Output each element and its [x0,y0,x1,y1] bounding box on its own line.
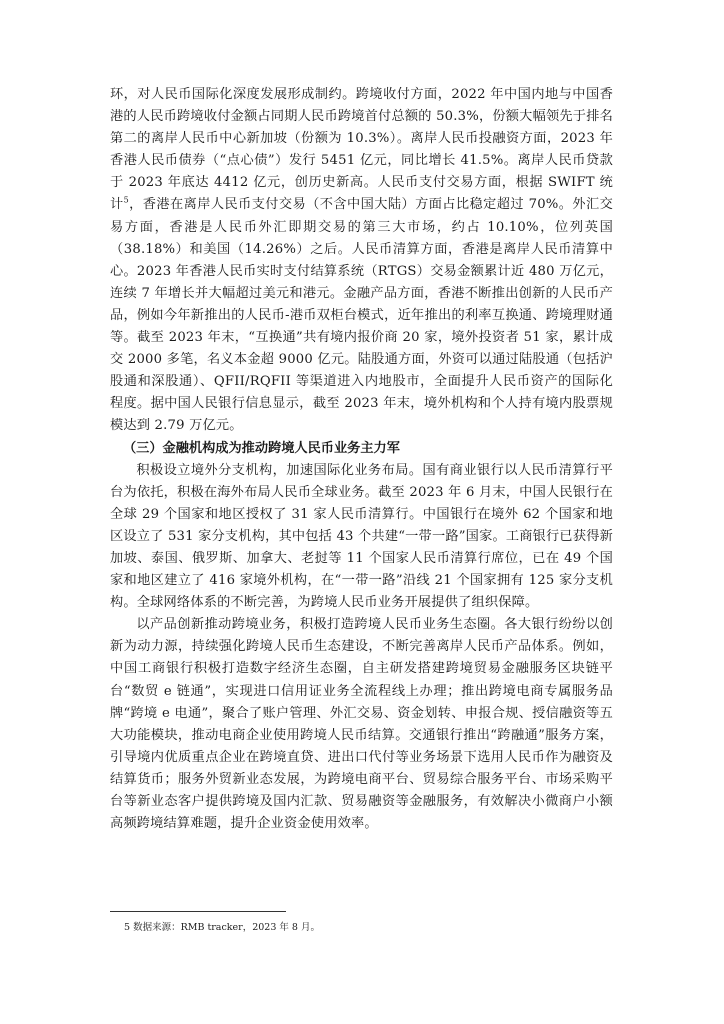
paragraph-cross-border-settlement [110,84,613,438]
footnote-divider [110,911,286,912]
body-text [110,84,613,835]
footnote: 5 数据来源：RMB tracker，2023 年 8 月。 [124,922,320,933]
section-heading: （三）金融机构成为推动跨境人民币业务主力军 [123,440,400,456]
paragraph-text: 环，对人民币国际化深度发展形成制约。跨境收付方面，2022 年中国内地与中国香港的人民币跨境收付金额占同期人民币跨境首付总额的 50.3%，份额大幅领先于排名第二的离岸人民币中心新加坡（份额为 10.3%）。离岸人民币投融资方面，2023 年香港人民币债券（“点心债”）发行 5451 亿元，同比增长 41.5%。离岸人民币贷款于 2023 年底达 4412 亿元，创历史新高。人民币支付交易方面，根据 SWIFT 统计 [110,87,613,213]
footnote-reference[interactable]: 5 [123,196,129,206]
paragraph-text-continued: ，香港在离岸人民币支付交易（不含中国大陆）方面占比稳定超过 70%。外汇交易方面，香港是人民币外汇即期交易的第三大市场，约占 10.10%，位列英国（38.18%）和美国（14.26%）之后。人民币清算方面，香港是离岸人民币清算中心。2023 年香港人民币实时支付结算系统（RTGS）交易金额累计近 480 万亿元，连续 7 年增长并大幅超过美元和港元。金融产品方面，香港不断推出创新的人民币产品，例如今年新推出的人民币-港币双柜台模式，近年推出的利率互换通、跨境理财通等。截至 2023 年末，“互换通”共有境内报价商 20 家，境外投资者 51 家，累计成交 2000 多笔，名义本金超 9000 亿元。陆股通方面，外资可以通过陆股通（包括沪股通和深股通）、QFII/RQFII 等渠道进入内地股市，全面提升人民币资产的国际化程度。据中国人民银行信息显示，截至 2023 年末，境外机构和个人持有境内股票规模达到 2.79 万亿元。 [110,197,613,434]
paragraph-product-innovation: 以产品创新推动跨境业务，积极打造跨境人民币业务生态圈。各大银行纷纷以创新为动力源，持续强化跨境人民币生态建设，不断完善离岸人民币产品体系。例如，中国工商银行积极打造数字经济生态圈，自主研发搭建跨境贸易金融服务区块链平台“数贸 e 链通”，实现进口信用证业务全流程线上办理；推出跨境电商专属服务品牌“跨境 e 电通”，聚合了账户管理、外汇交易、资金划转、申报合规、授信融资等五大功能模块，推动电商企业使用跨境人民币结算。交通银行推出“跨融通”服务方案，引导境内优质重点企业在跨境直贷、进出口代付等业务场景下选用人民币作为融资及结算货币；服务外贸新业态发展，为跨境电商平台、贸易综合服务平台、市场采购平台等新业态客户提供跨境及国内汇款、贸易融资等金融服务，有效解决小微商户小额高频跨境结算难题，提升企业资金使用效率。 [110,617,613,832]
paragraph-overseas-branches: 积极设立境外分支机构，加速国际化业务布局。国有商业银行以人民币清算行平台为依托，积极在海外布局人民币全球业务。截至 2023 年 6 月末，中国人民银行在全球 29 个国家和地区授权了 31 家人民币清算行。中国银行在境外 62 个国家和地区设立了 531 家分支机构，其中包括 43 个共建“一带一路”国家。工商银行已获得新加坡、泰国、俄罗斯、加拿大、老挝等 11 个国家人民币清算行席位，已在 49 个国家和地区建立了 416 家境外机构，在“一带一路”沿线 21 个国家拥有 125 家分支机构。全球网络体系的不断完善，为跨境人民币业务开展提供了组织保障。 [110,462,613,611]
